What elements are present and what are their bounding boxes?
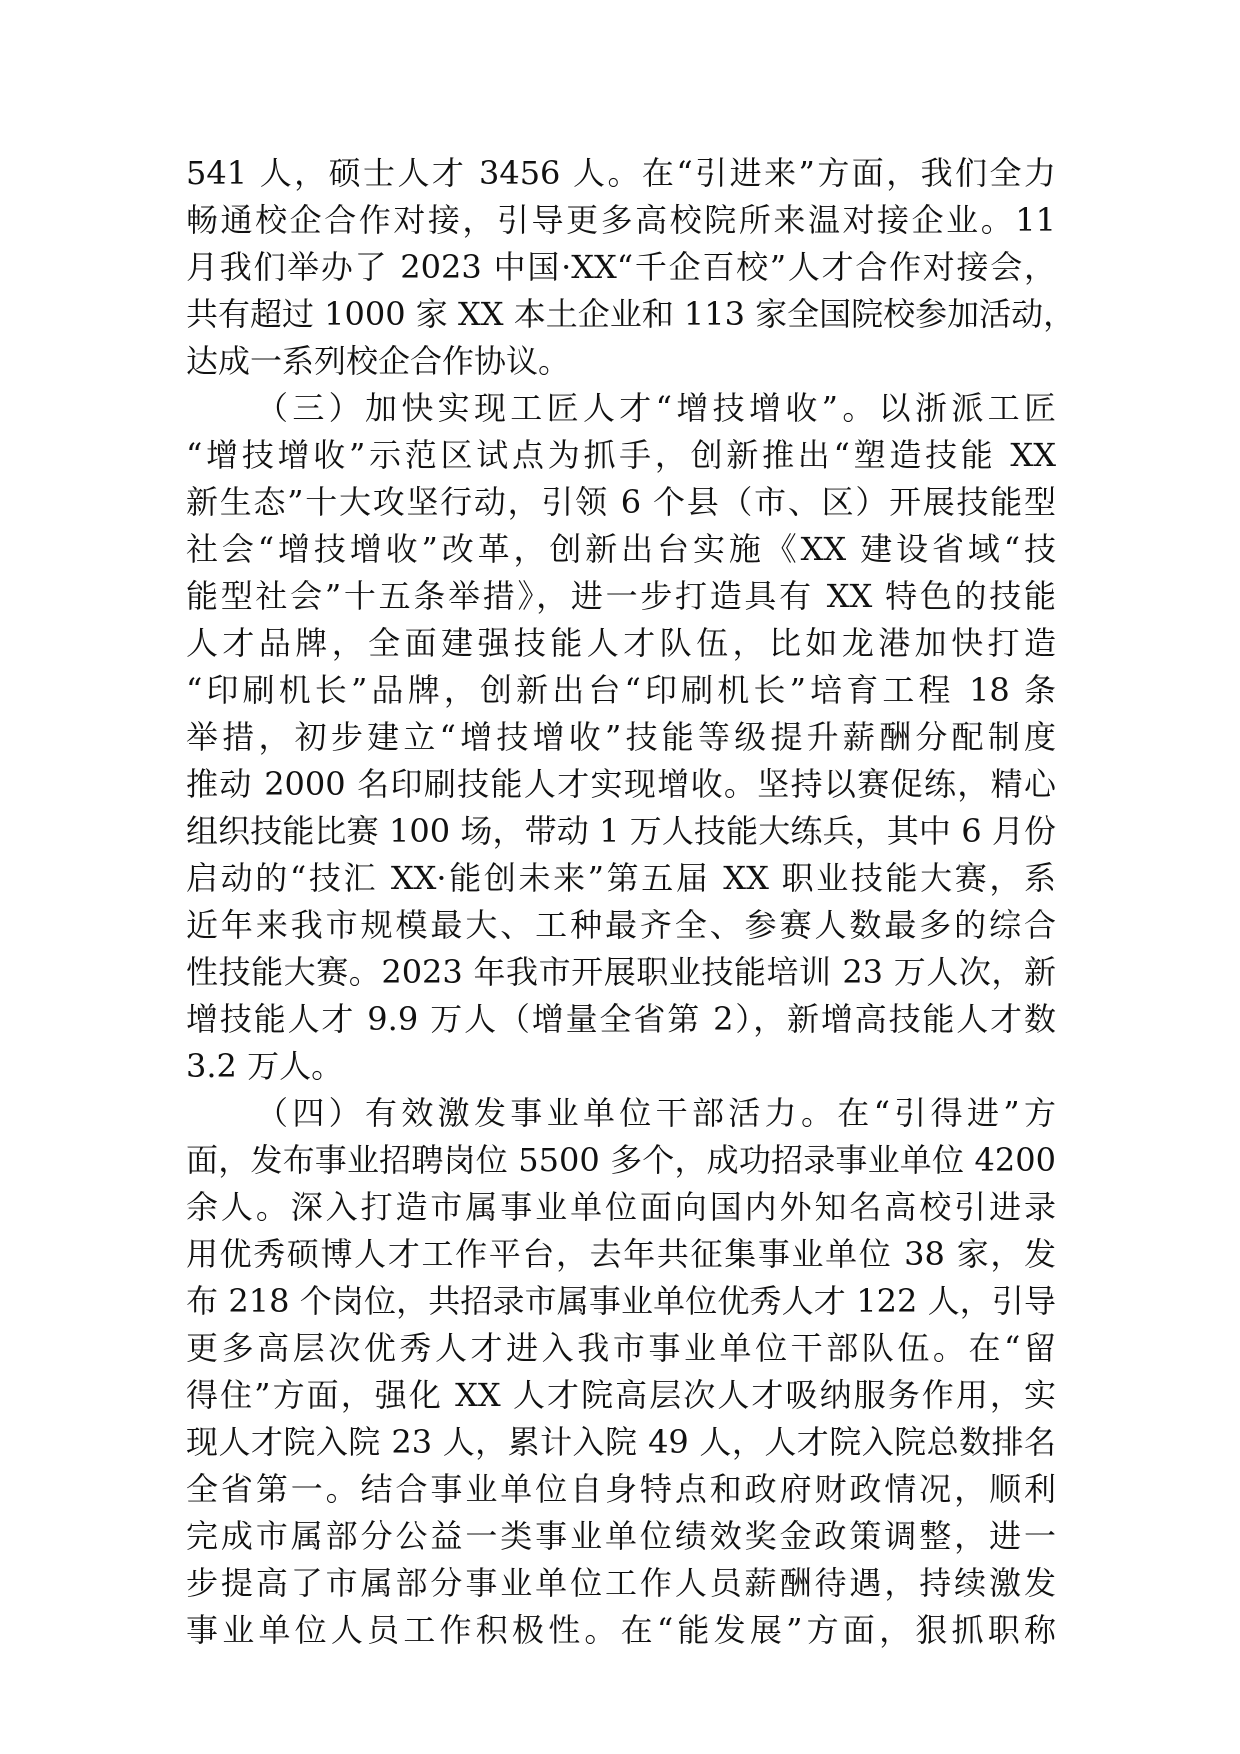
text-line: 全省第一。结合事业单位自身特点和政府财政情况，顺利 xyxy=(186,1470,1056,1508)
paragraph-2 xyxy=(186,385,1056,1090)
text-line: 事业单位人员工作积极性。在“能发展”方面，狠抓职称 xyxy=(186,1611,1056,1649)
text-line: 月我们举办了 2023 中国·XX“千企百校”人才合作对接会， xyxy=(186,248,1056,286)
text-line: 社会“增技增收”改革，创新出台实施《XX 建设省域“技 xyxy=(186,530,1056,568)
text-line: “印刷机长”品牌，创新出台“印刷机长”培育工程 18 条 xyxy=(186,671,1056,709)
text-line: 人才品牌，全面建强技能人才队伍，比如龙港加快打造 xyxy=(186,624,1056,662)
text-line: 布 218 个岗位，共招录市属事业单位优秀人才 122 人，引导 xyxy=(186,1282,1056,1320)
text-line: 近年来我市规模最大、工种最齐全、参赛人数最多的综合 xyxy=(186,906,1056,944)
text-line: 完成市属部分公益一类事业单位绩效奖金政策调整，进一 xyxy=(186,1517,1056,1555)
text-line: 增技能人才 9.9 万人（增量全省第 2），新增高技能人才数 xyxy=(186,1000,1056,1038)
text-line: 共有超过 1000 家 XX 本土企业和 113 家全国院校参加活动， xyxy=(186,295,1076,333)
text-line: 推动 2000 名印刷技能人才实现增收。坚持以赛促练，精心 xyxy=(186,765,1056,803)
text-line: 举措，初步建立“增技增收”技能等级提升薪酬分配制度 xyxy=(186,718,1056,756)
text-line: 面，发布事业招聘岗位 5500 多个，成功招录事业单位 4200 xyxy=(186,1141,1056,1179)
text-line: 更多高层次优秀人才进入我市事业单位干部队伍。在“留 xyxy=(186,1329,1056,1367)
text-line: 性技能大赛。2023 年我市开展职业技能培训 23 万人次，新 xyxy=(186,953,1056,991)
text-line: 3.2 万人。 xyxy=(186,1047,344,1085)
document-page xyxy=(186,150,1076,1654)
text-line: 组织技能比赛 100 场，带动 1 万人技能大练兵，其中 6 月份 xyxy=(186,812,1056,850)
text-line: 能型社会”十五条举措》，进一步打造具有 XX 特色的技能 xyxy=(186,577,1056,615)
text-line: “增技增收”示范区试点为抓手，创新推出“塑造技能 XX xyxy=(186,436,1056,474)
text-line: 启动的“技汇 XX·能创未来”第五届 XX 职业技能大赛，系 xyxy=(186,859,1056,897)
paragraph-3 xyxy=(186,1090,1056,1654)
text-line: 步提高了市属部分事业单位工作人员薪酬待遇，持续激发 xyxy=(186,1564,1056,1602)
text-line: 用优秀硕博人才工作平台，去年共征集事业单位 38 家，发 xyxy=(186,1235,1056,1273)
text-line: 畅通校企合作对接，引导更多高校院所来温对接企业。11 xyxy=(186,201,1056,239)
paragraph-1 xyxy=(186,150,1076,385)
text-line: （四）有效激发事业单位干部活力。在“引得进”方 xyxy=(256,1094,1056,1132)
text-line: 新生态”十大攻坚行动，引领 6 个县（市、区）开展技能型 xyxy=(186,483,1056,521)
text-line: （三）加快实现工匠人才“增技增收”。以浙派工匠 xyxy=(256,389,1056,427)
text-line: 541 人，硕士人才 3456 人。在“引进来”方面，我们全力 xyxy=(186,154,1056,192)
text-line: 达成一系列校企合作协议。 xyxy=(186,342,571,380)
text-line: 得住”方面，强化 XX 人才院高层次人才吸纳服务作用，实 xyxy=(186,1376,1056,1414)
text-line: 现人才院入院 23 人，累计入院 49 人，人才院入院总数排名 xyxy=(186,1423,1056,1461)
text-line: 余人。深入打造市属事业单位面向国内外知名高校引进录 xyxy=(186,1188,1056,1226)
